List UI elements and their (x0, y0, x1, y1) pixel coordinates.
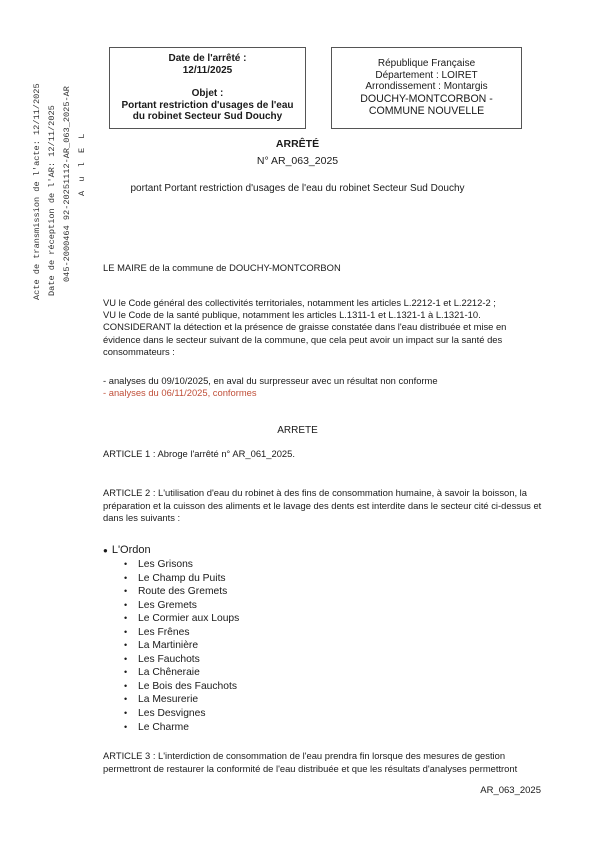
stamp-line-1: Acte de transmission de l'acte: 12/11/2025 (32, 83, 42, 300)
bullet-icon: ● (103, 546, 108, 555)
republic-label: République Française (377, 58, 476, 69)
hamlet-item: • La Mesurerie (124, 693, 239, 707)
hamlet-item: • Le Cormier aux Loups (124, 612, 239, 626)
act-info-box (109, 47, 306, 129)
hamlet-item: • La Martinière (124, 639, 239, 653)
commune-name: DOUCHY-MONTCORBON - COMMUNE NOUVELLE (360, 92, 493, 117)
maire-line: LE MAIRE de la commune de DOUCHY-MONTCORBON (103, 262, 341, 273)
arrondissement-label: Arrondissement : Montargis (365, 81, 488, 92)
act-object-label: Objet : (191, 88, 224, 99)
stamp-line-2: Date de réception de l'AR: 12/11/2025 (47, 105, 57, 296)
sector-heading (103, 544, 151, 556)
department-label: Département : LOIRET (375, 69, 478, 81)
article-2: ARTICLE 2 : L'utilisation d'eau du robinet à des fins de consommation humaine, à savoir la boisson, la préparation et la cuisson des aliments et le lavage des dents est interdite dans le secteur cité ci-dessus et dans les suivants : (103, 487, 542, 523)
article-3: ARTICLE 3 : L'interdiction de consommation de l'eau prendra fin lorsque des mesures de gestion permettront de restaurer la conformité de l'eau distribuée et que les résultats d'analyses permettront (103, 750, 518, 774)
page-title: ARRÊTÉ (275, 138, 320, 150)
vu-csp: VU le Code de la santé publique, notamment les articles L.1311-1 et L.1321-1 à L.1321-10. (103, 309, 481, 320)
act-object-text: Portant restriction d'usages de l'eau du robinet Secteur Sud Douchy (121, 99, 294, 122)
hamlet-item: • Le Champ du Puits (124, 572, 239, 586)
arrete-number: N° AR_063_2025 (256, 155, 339, 167)
hamlet-item: • Les Frênes (124, 626, 239, 640)
act-date-label: Date de l'arrêté : (168, 53, 247, 64)
sector-title: L'Ordon (111, 544, 151, 556)
commune-info-box (331, 47, 522, 129)
arrete-subtitle: portant Portant restriction d'usages de l'eau du robinet Secteur Sud Douchy (130, 183, 465, 194)
analysis-conform: - analyses du 06/11/2025, conformes (103, 387, 257, 398)
stamp-line-3: 045-2000464 92-20251112-AR_063_2025-AR (62, 86, 72, 282)
considerant-paragraph: CONSIDERANT la détection et la présence de graisse constatée dans l'eau distribuée et mise en évidence dans le secteur suivant de la commune, que cela peut avoir un impact sur la santé des consommateurs : (103, 321, 507, 357)
stamp-line-4: A u l E L (77, 131, 87, 196)
hamlet-item: • Le Charme (124, 721, 239, 735)
footer-reference: AR_063_2025 (480, 785, 541, 796)
hamlet-item: • Les Fauchots (124, 653, 239, 667)
hamlet-item: • Le Bois des Fauchots (124, 680, 239, 694)
analysis-nonconform: - analyses du 09/10/2025, en aval du surpresseur avec un résultat non conforme (103, 375, 438, 386)
hamlet-item: • Les Gremets (124, 599, 239, 613)
hamlet-list (124, 558, 239, 734)
article-1: ARTICLE 1 : Abroge l'arrêté n° AR_061_2025. (103, 448, 295, 459)
hamlet-item: • Route des Gremets (124, 585, 239, 599)
hamlet-item: • Les Grisons (124, 558, 239, 572)
vu-cgct: VU le Code général des collectivités territoriales, notamment les articles L.2212-1 et L.2212-2 ; (103, 297, 496, 308)
arrete-heading: ARRETE (277, 425, 318, 436)
act-date-value: 12/11/2025 (182, 64, 233, 76)
hamlet-item: • Les Desvignes (124, 707, 239, 721)
hamlet-item: • La Chêneraie (124, 666, 239, 680)
